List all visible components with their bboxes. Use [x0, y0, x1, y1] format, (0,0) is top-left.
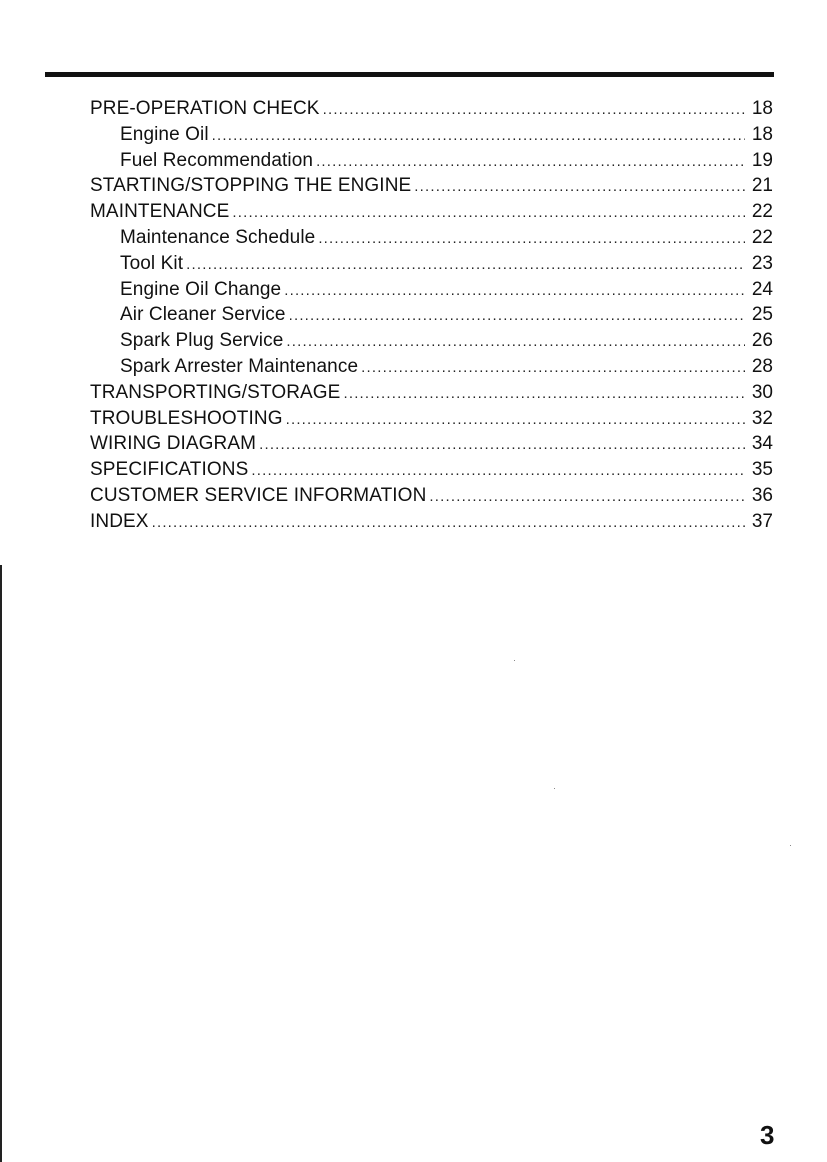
- toc-dot-leader: [429, 484, 745, 509]
- toc-dot-leader: [343, 381, 745, 406]
- toc-subentry[interactable]: [90, 251, 773, 277]
- toc-entry-title: Engine Oil: [120, 123, 209, 145]
- toc-subentry[interactable]: [90, 225, 773, 251]
- toc-dot-leader: [361, 355, 745, 380]
- toc-dot-leader: [212, 123, 745, 148]
- toc-entry-page: 26: [751, 330, 773, 352]
- toc-entry-title: Spark Arrester Maintenance: [120, 355, 359, 377]
- toc-dot-leader: [186, 252, 745, 277]
- toc-entry-page: 23: [751, 252, 773, 274]
- toc-entry-page: 32: [751, 407, 773, 429]
- toc-entry-page: 22: [751, 226, 773, 248]
- toc-entry[interactable]: [90, 96, 773, 122]
- toc-entry-page: 22: [751, 201, 773, 223]
- toc-entry-page: 35: [751, 459, 773, 481]
- toc-entry-title: SPECIFICATIONS: [90, 459, 249, 481]
- toc-entry-title: TRANSPORTING/STORAGE: [90, 381, 341, 403]
- toc-dot-leader: [284, 278, 745, 303]
- toc-entry-page: 30: [751, 381, 773, 403]
- toc-entry-page: 36: [751, 484, 773, 506]
- toc-entry[interactable]: [90, 199, 773, 225]
- toc-entry[interactable]: [90, 173, 773, 199]
- toc-dot-leader: [414, 174, 745, 199]
- toc-entry-title: Fuel Recommendation: [120, 149, 314, 171]
- scan-speck: [790, 845, 791, 846]
- toc-dot-leader: [286, 329, 745, 354]
- toc-entry[interactable]: [90, 406, 773, 432]
- toc-entry-title: TROUBLESHOOTING: [90, 407, 283, 429]
- toc-entry-title: PRE-OPERATION CHECK: [90, 98, 320, 119]
- toc-entry-page: 18: [751, 98, 773, 119]
- toc-entry-page: 34: [751, 433, 773, 455]
- toc-entry-title: Engine Oil Change: [120, 278, 282, 300]
- toc-entry-title: STARTING/STOPPING THE ENGINE: [90, 175, 412, 197]
- toc-entry-title: Maintenance Schedule: [120, 226, 316, 248]
- toc-entry[interactable]: [90, 483, 773, 509]
- toc-subentry[interactable]: [90, 302, 773, 328]
- table-of-contents: [90, 96, 773, 535]
- toc-dot-leader: [318, 226, 745, 251]
- toc-entry-page: 19: [751, 149, 773, 171]
- toc-dot-leader: [251, 458, 745, 483]
- toc-dot-leader: [232, 200, 745, 225]
- toc-entry-title: Air Cleaner Service: [120, 304, 286, 326]
- toc-entry-page: 18: [751, 123, 773, 145]
- toc-entry[interactable]: [90, 431, 773, 457]
- toc-subentry[interactable]: [90, 328, 773, 354]
- toc-entry[interactable]: [90, 457, 773, 483]
- toc-entry-title: WIRING DIAGRAM: [90, 433, 257, 455]
- toc-subentry[interactable]: [90, 148, 773, 174]
- scan-speck: [514, 660, 515, 661]
- toc-dot-leader: [152, 510, 745, 535]
- toc-entry-title: Tool Kit: [120, 252, 184, 274]
- toc-entry-page: 37: [751, 510, 773, 532]
- toc-dot-leader: [259, 432, 745, 457]
- toc-dot-leader: [323, 97, 745, 122]
- toc-subentry[interactable]: [90, 277, 773, 303]
- toc-dot-leader: [316, 149, 745, 174]
- toc-entry-page: 25: [751, 304, 773, 326]
- header-rule: [45, 72, 774, 77]
- toc-entry[interactable]: [90, 509, 773, 535]
- toc-dot-leader: [289, 303, 745, 328]
- page-edge-shadow: [0, 565, 2, 1162]
- toc-subentry[interactable]: [90, 354, 773, 380]
- toc-entry-title: MAINTENANCE: [90, 201, 230, 223]
- toc-dot-leader: [286, 407, 745, 432]
- toc-entry-page: 28: [751, 355, 773, 377]
- toc-entry[interactable]: [90, 380, 773, 406]
- toc-entry-title: CUSTOMER SERVICE INFORMATION: [90, 484, 427, 506]
- toc-entry-page: 24: [751, 278, 773, 300]
- scan-speck: [554, 788, 555, 789]
- toc-entry-title: INDEX: [90, 510, 149, 532]
- toc-entry-page: 21: [751, 175, 773, 197]
- toc-subentry[interactable]: [90, 122, 773, 148]
- toc-entry-title: Spark Plug Service: [120, 330, 284, 352]
- page-number: 3: [760, 1120, 775, 1150]
